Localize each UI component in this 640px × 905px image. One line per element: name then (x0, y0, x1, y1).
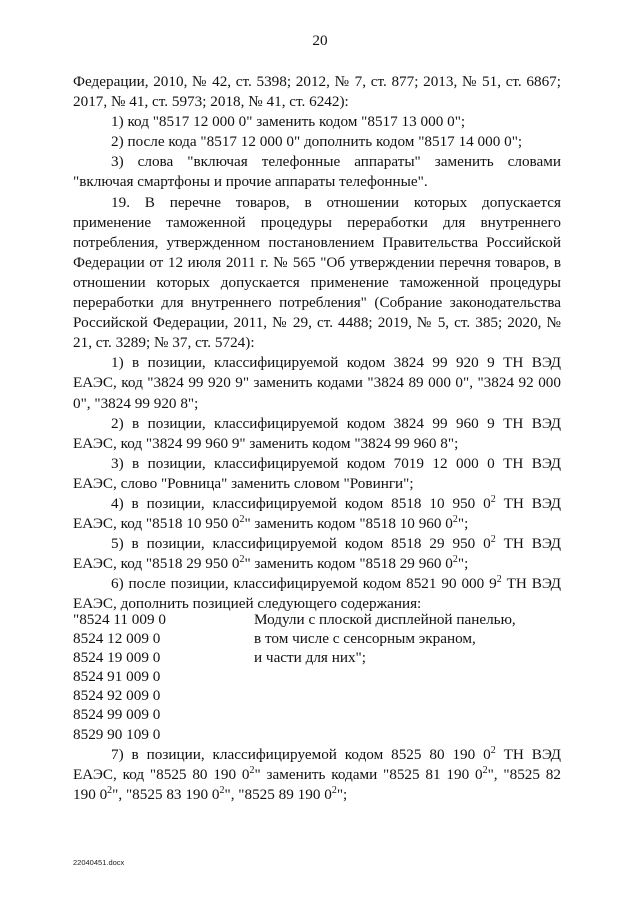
code-item: 8524 19 009 0 (73, 649, 161, 667)
paragraph: 1) код "8517 12 000 0" заменить кодом "8517 13 000 0"; (111, 113, 466, 131)
document-body (73, 72, 561, 615)
paragraph: 3) слова "включая телефонные аппараты" заменить словами "включая смартфоны и прочие аппараты телефонные". (73, 153, 561, 191)
code-list (73, 610, 166, 744)
code-item: "8524 11 009 0 (73, 611, 166, 628)
document-body-continued (73, 745, 561, 805)
code-item: 8524 92 009 0 (73, 687, 161, 705)
file-name-footer: 22040451.docx (73, 858, 125, 867)
code-item: 8524 99 009 0 (73, 706, 161, 724)
description-line: в том числе с сенсорным экраном, (254, 630, 476, 648)
paragraph: 2) после кода "8517 12 000 0" дополнить кодом "8517 14 000 0"; (111, 133, 523, 151)
paragraph: 2) в позиции, классифицируемой кодом 3824 99 960 9 ТН ВЭД ЕАЭС, код "3824 99 960 9" заменить кодом "3824 99 960 8"; (73, 414, 561, 452)
code-description (254, 610, 516, 667)
paragraph: 7) в позиции, классифицируемой кодом 8525 80 190 $0^2$ ТН ВЭД ЕАЭС, код "8525 80 190 $0^2$" заменить кодами "8525 81 190 $0^2$", "8525 82 190 $0^2$", "8525 83 190 $0^2$", "8525 89 190 $0^2$"; (73, 745, 561, 804)
paragraph: 1) в позиции, классифицируемой кодом 3824 99 920 9 ТН ВЭД ЕАЭС, код "3824 99 920 9" заменить кодами "3824 89 000 0", "3824 92 000 0", "3824 99 920 8"; (73, 354, 561, 412)
code-item: 8524 91 009 0 (73, 668, 161, 686)
paragraph: 4) в позиции, классифицируемой кодом 8518 10 950 $0^2$ ТН ВЭД ЕАЭС, код "8518 10 950 $0^2$" заменить кодом "8518 10 960 $0^2$"; (73, 493, 561, 533)
paragraph: 6) после позиции, классифицируемой кодом 8521 90 000 $9^2$ ТН ВЭД ЕАЭС, дополнить позицией следующего содержания: (73, 574, 561, 613)
code-item: 8524 12 009 0 (73, 630, 161, 648)
paragraph: Федерации, 2010, № 42, ст. 5398; 2012, № 7, ст. 877; 2013, № 51, ст. 6867; 2017, № 41, ст. 5973; 2018, № 41, ст. 6242): (73, 73, 561, 111)
page-number: 20 (312, 32, 328, 49)
description-line: и части для них"; (254, 649, 366, 667)
code-item: 8529 90 109 0 (73, 725, 161, 743)
paragraph: 3) в позиции, классифицируемой кодом 7019 12 000 0 ТН ВЭД ЕАЭС, слово "Ровница" заменить словом "Ровинги"; (73, 454, 561, 492)
paragraph: 5) в позиции, классифицируемой кодом 8518 29 950 $0^2$ ТН ВЭД ЕАЭС, код "8518 29 950 $0^2$" заменить кодом "8518 29 960 $0^2$"; (73, 534, 561, 573)
description-line: Модули с плоской дисплейной панелью, (254, 611, 516, 628)
paragraph: 19. В перечне товаров, в отношении которых допускается применение таможенной процедуры переработки для внутреннего потребления, утвержденном постановлением Правительства Российской Федерации от 12 июля 2011 г. № 565 "Об утверждении перечня товаров, в отношении которых допускается применение таможенной процедуры переработки для внутреннего потребления" (Собрание законодательства Российской Федерации, 2011, № 29, ст. 4488; 2019, № 5, ст. 385; 2020, № 21, ст. 3289; № 37, ст. 5724): (73, 193, 561, 352)
